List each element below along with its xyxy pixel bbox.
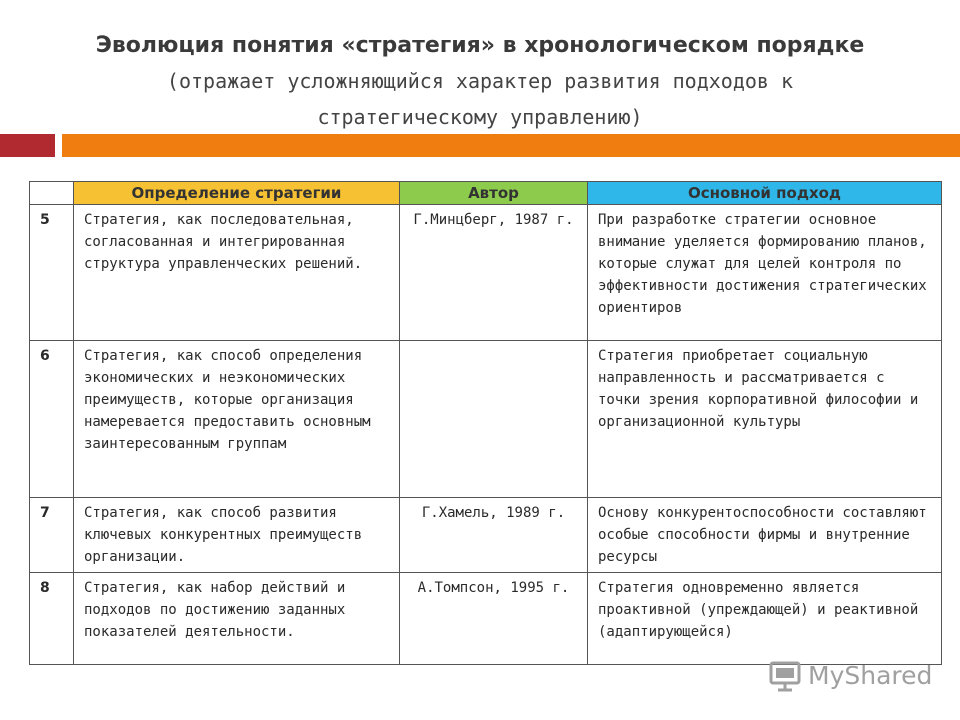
table-row [30,341,942,498]
header-number [30,182,74,205]
row-number: 8 [30,573,74,665]
table-row [30,205,942,341]
row-approach: Основу конкурентоспособности составляют особые способности фирмы и внутренние ресурсы [588,498,942,573]
slide-subtitle-line2: стратегическому управлению) [317,105,643,129]
row-author: А.Томпсон, 1995 г. [400,573,588,665]
table-row [30,498,942,573]
accent-bar-orange [62,134,960,157]
header-definition: Определение стратегии [74,182,400,205]
presentation-board-icon [768,658,802,692]
row-number: 6 [30,341,74,498]
header-author: Автор [400,182,588,205]
row-definition: Стратегия, как набор действий и подходов по достижению заданных показателей деятельности. [74,573,400,665]
row-number: 5 [30,205,74,341]
slide-title-block [0,28,960,135]
row-author: Г.Минцберг, 1987 г. [400,205,588,341]
row-author [400,341,588,498]
header-approach: Основной подход [588,182,942,205]
row-definition: Стратегия, как способ развития ключевых конкурентных преимуществ организации. [74,498,400,573]
watermark-text: MyShared [808,660,933,690]
row-approach: Стратегия приобретает социальную направленность и рассматривается с точки зрения корпоративной философии и организационной культуры [588,341,942,498]
strategy-evolution-table [29,181,942,665]
watermark-logo [768,655,932,695]
table-row [30,573,942,665]
row-approach: Стратегия одновременно является проактивной (упреждающей) и реактивной (адаптирующейся) [588,573,942,665]
accent-bar-red [0,134,55,157]
row-approach: При разработке стратегии основное внимание уделяется формированию планов, которые служат для целей контроля по эффективности достижения стратегических ориентиров [588,205,942,341]
slide-subtitle-line1: (отражает усложняющийся характер развития подходов к [166,69,794,93]
row-author: Г.Хамель, 1989 г. [400,498,588,573]
row-definition: Стратегия, как последовательная, согласованная и интегрированная структура управленческих решений. [74,205,400,341]
slide-title: Эволюция понятия «стратегия» в хронологическом порядке [95,33,865,58]
table-header-row [30,182,942,205]
row-definition: Стратегия, как способ определения экономических и неэкономических преимуществ, которые организация намеревается предоставить основным заинтересованным группам [74,341,400,498]
row-number: 7 [30,498,74,573]
